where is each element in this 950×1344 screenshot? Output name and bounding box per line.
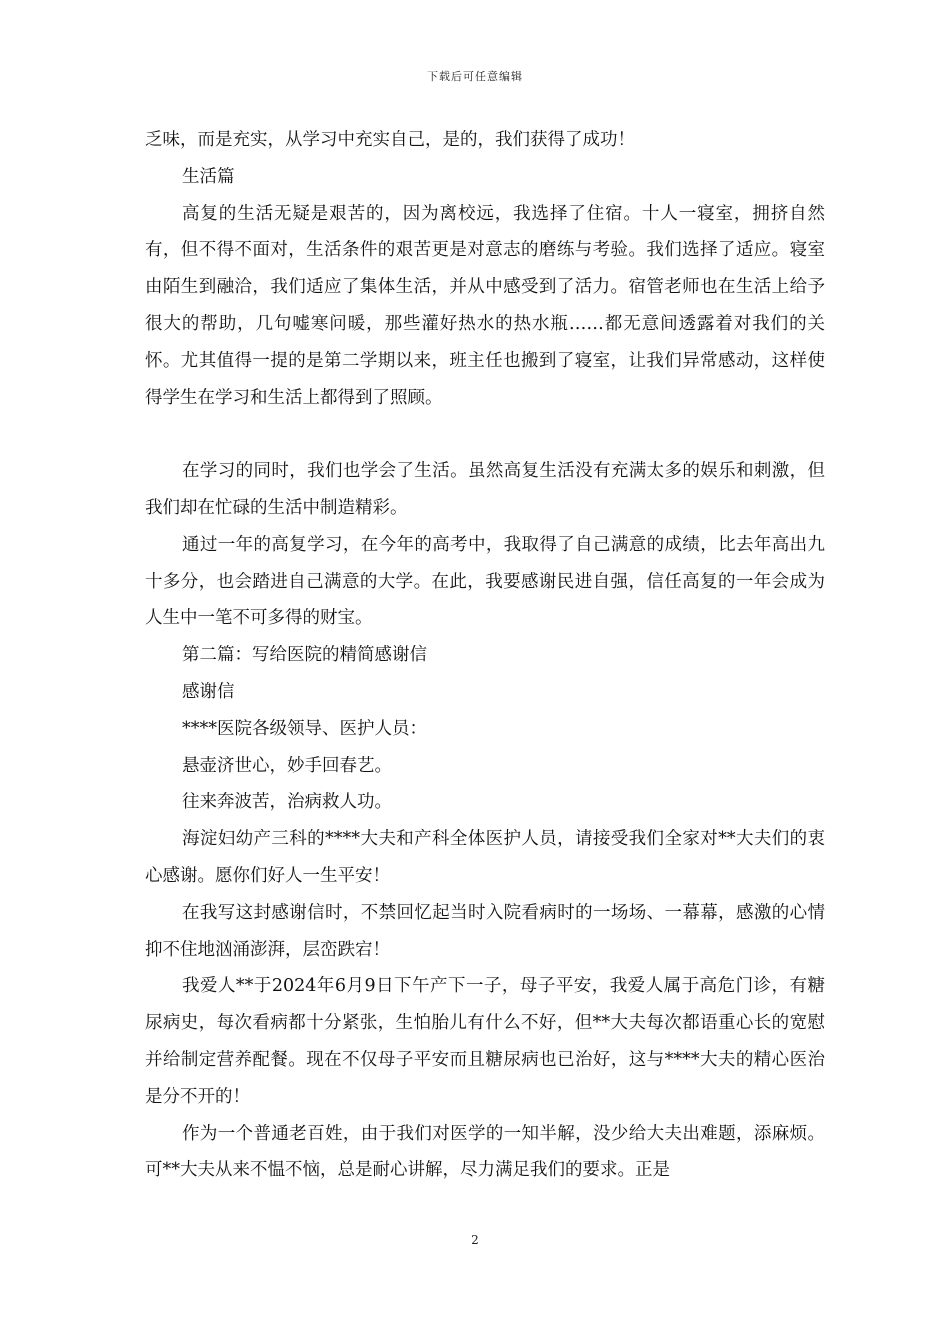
paragraph: 在我写这封感谢信时，不禁回忆起当时入院看病时的一场场、一幕幕，感激的心情抑不住地汹涌澎湃，层峦跌宕！ xyxy=(145,902,825,960)
paragraph: 海淀妇幼产三科的****大夫和产科全体医护人员，请接受我们全家对**大夫们的衷心感谢。愿你们好人一生平安！ xyxy=(145,829,825,886)
paragraph: 我爱人**于2024年6月9日下午产下一子，母子平安，我爱人属于高危门诊，有糖尿病史，每次看病都十分紧张，生怕胎儿有什么不好，但**大夫每次都语重心长的宽慰并给制定营养配餐。现在不仅母子平安而且糖尿病也已治好，这与****大夫的精心医治是分不开的！ xyxy=(145,976,825,1107)
paragraph: 通过一年的高复学习，在今年的高考中，我取得了自己满意的成绩，比去年高出九十多分，也会踏进自己满意的大学。在此，我要感谢民进自强，信任高复的一年会成为人生中一笔不可多得的财宝。 xyxy=(145,534,825,629)
page-number: 2 xyxy=(471,1233,479,1247)
paragraph: 高复的生活无疑是艰苦的，因为离校远，我选择了住宿。十人一寝室，拥挤自然有，但不得不面对，生活条件的艰苦更是对意志的磨练与考验。我们选择了适应。寝室由陌生到融洽，我们适应了集体生活，并从中感受到了活力。宿管老师也在生活上给予很大的帮助，几句嘘寒问暖，那些灌好热水的热水瓶……都无意间透露着对我们的关怀。尤其值得一提的是第二学期以来，班主任也搬到了寝室，让我们异常感动，这样使得学生在学习和生活上都得到了照顾。 xyxy=(145,203,825,408)
section-heading-second: 第二篇：写给医院的精简感谢信 xyxy=(182,645,427,666)
section-heading-life: 生活篇 xyxy=(182,166,235,187)
page-header: 下载后可任意编辑 xyxy=(427,70,523,83)
verse-line: 悬壶济世心，妙手回春艺。 xyxy=(182,755,392,776)
document-body xyxy=(145,122,825,1189)
letter-title: 感谢信 xyxy=(182,681,235,702)
letter-salutation: ****医院各级领导、医护人员： xyxy=(182,718,427,739)
paragraph: 乏味，而是充实，从学习中充实自己，是的，我们获得了成功！ xyxy=(145,130,635,150)
paragraph: 在学习的同时，我们也学会了生活。虽然高复生活没有充满太多的娱乐和刺激，但我们却在忙碌的生活中制造精彩。 xyxy=(145,461,825,518)
paragraph-spacer xyxy=(145,416,825,453)
verse-line: 往来奔波苦，治病救人功。 xyxy=(182,792,392,813)
paragraph: 作为一个普通老百姓，由于我们对医学的一知半解，没少给大夫出难题，添麻烦。可**大夫从来不愠不恼，总是耐心讲解，尽力满足我们的要求。正是 xyxy=(145,1123,825,1181)
